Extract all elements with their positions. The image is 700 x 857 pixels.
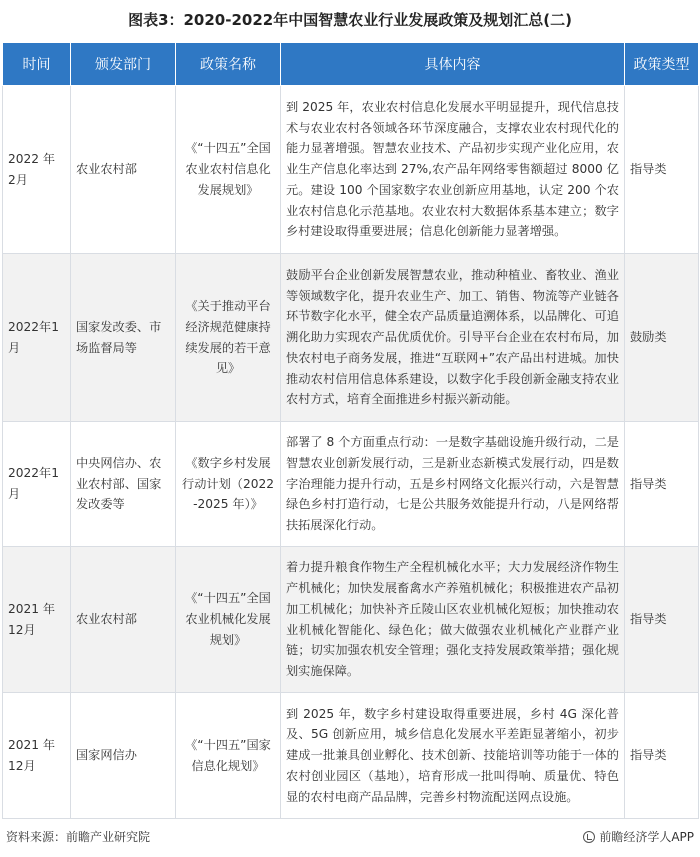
cell-policy-name: 《“十四五”全国农业机械化发展规划》 [176, 547, 281, 693]
cell-content: 着力提升粮食作物生产全程机械化水平；大力发展经济作物生产机械化；加快发展畜禽水产养殖机械化；积极推进农产品初加工机械化；加快补齐丘陵山区农业机械化短板；加快推动农业机械化智能化、绿色化；做大做强农业机械化产业群产业链；切实加强农机安全管理；强化支持发展政策举措；强化规划实施保障。 [281, 547, 625, 693]
source-note: 资料来源：前瞻产业研究院 [6, 830, 151, 844]
cell-dept: 中央网信办、农业农村部、国家发改委等 [71, 422, 176, 547]
table-row [3, 254, 699, 422]
cell-content: 到 2025 年，数字乡村建设取得重要进展，乡村 4G 深化普及、5G 创新应用，城乡信息化发展水平差距显著缩小，初步建成一批兼具创业孵化、技术创新、技能培训等功能于一体的农村创业园区（基地），培育形成一批叫得响、质量优、特色显的农村电商产品品牌，完善乡村物流配送网点设施。 [281, 693, 625, 819]
footer [0, 826, 700, 848]
cell-policy-name: 《“十四五”全国农业农村信息化发展规划》 [176, 86, 281, 254]
cell-policy-type: 指导类 [625, 547, 699, 693]
cell-dept: 国家网信办 [71, 693, 176, 819]
cell-policy-type: 鼓励类 [625, 254, 699, 422]
cell-time: 2022 年 2月 [3, 86, 71, 254]
header-dept: 颁发部门 [71, 43, 176, 86]
header-content: 具体内容 [281, 43, 625, 86]
table-row [3, 422, 699, 547]
cell-time: 2021 年 12月 [3, 547, 71, 693]
cell-dept: 农业农村部 [71, 86, 176, 254]
cell-content: 鼓励平台企业创新发展智慧农业，推动种植业、畜牧业、渔业等领域数字化，提升农业生产、加工、销售、物流等产业链各环节数字化水平，健全农产品质量追溯体系，以品牌化、可追溯化助力实现农产品优质优价。引导平台企业在农村布局，加快农村电子商务发展，推进“互联网+”农产品出村进城。加快推动农村信用信息体系建设，以数字化手段创新金融支持农业农村方式，培育全面推进乡村振兴新动能。 [281, 254, 625, 422]
header-policy-name: 政策名称 [176, 43, 281, 86]
cell-policy-type: 指导类 [625, 422, 699, 547]
table-row [3, 86, 699, 254]
brand [583, 828, 694, 845]
cell-policy-type: 指导类 [625, 86, 699, 254]
cell-time: 2021 年 12月 [3, 693, 71, 819]
cell-content: 到 2025 年，农业农村信息化发展水平明显提升，现代信息技术与农业农村各领域各环节深度融合，支撑农业农村现代化的能力显著增强。智慧农业技术、产品初步实现产业化应用，农业生产信息化率达到 27%,农产品年网络零售额超过 8000 亿元。建设 100 个国家数字农业创新应用基地，认定 200 个农业农村信息化示范基地。农业农村大数据体系基本建立；数字乡村建设取得重要进展；信息化创新能力显著增强。 [281, 86, 625, 254]
cell-time: 2022年1月 [3, 254, 71, 422]
policy-table [2, 42, 699, 819]
qianzhan-logo-icon [583, 831, 595, 843]
table-header-row [3, 43, 699, 86]
header-time: 时间 [3, 43, 71, 86]
table-row [3, 547, 699, 693]
table-row [3, 693, 699, 819]
cell-dept: 国家发改委、市场监督局等 [71, 254, 176, 422]
cell-dept: 农业农村部 [71, 547, 176, 693]
brand-label: 前瞻经济学人APP [599, 830, 694, 844]
cell-policy-type: 指导类 [625, 693, 699, 819]
cell-policy-name: 《“十四五”国家信息化规划》 [176, 693, 281, 819]
cell-content: 部署了 8 个方面重点行动：一是数字基础设施升级行动，二是智慧农业创新发展行动，三是新业态新模式发展行动，四是数字治理能力提升行动，五是乡村网络文化振兴行动，六是智慧绿色乡村打造行动，七是公共服务效能提升行动，八是网络帮扶拓展深化行动。 [281, 422, 625, 547]
cell-time: 2022年1月 [3, 422, 71, 547]
header-policy-type: 政策类型 [625, 43, 699, 86]
cell-policy-name: 《数字乡村发展行动计划（2022-2025 年）》 [176, 422, 281, 547]
figure-title: 图表3：2020-2022年中国智慧农业行业发展政策及规划汇总(二) [128, 10, 572, 29]
cell-policy-name: 《关于推动平台经济规范健康持续发展的若干意见》 [176, 254, 281, 422]
